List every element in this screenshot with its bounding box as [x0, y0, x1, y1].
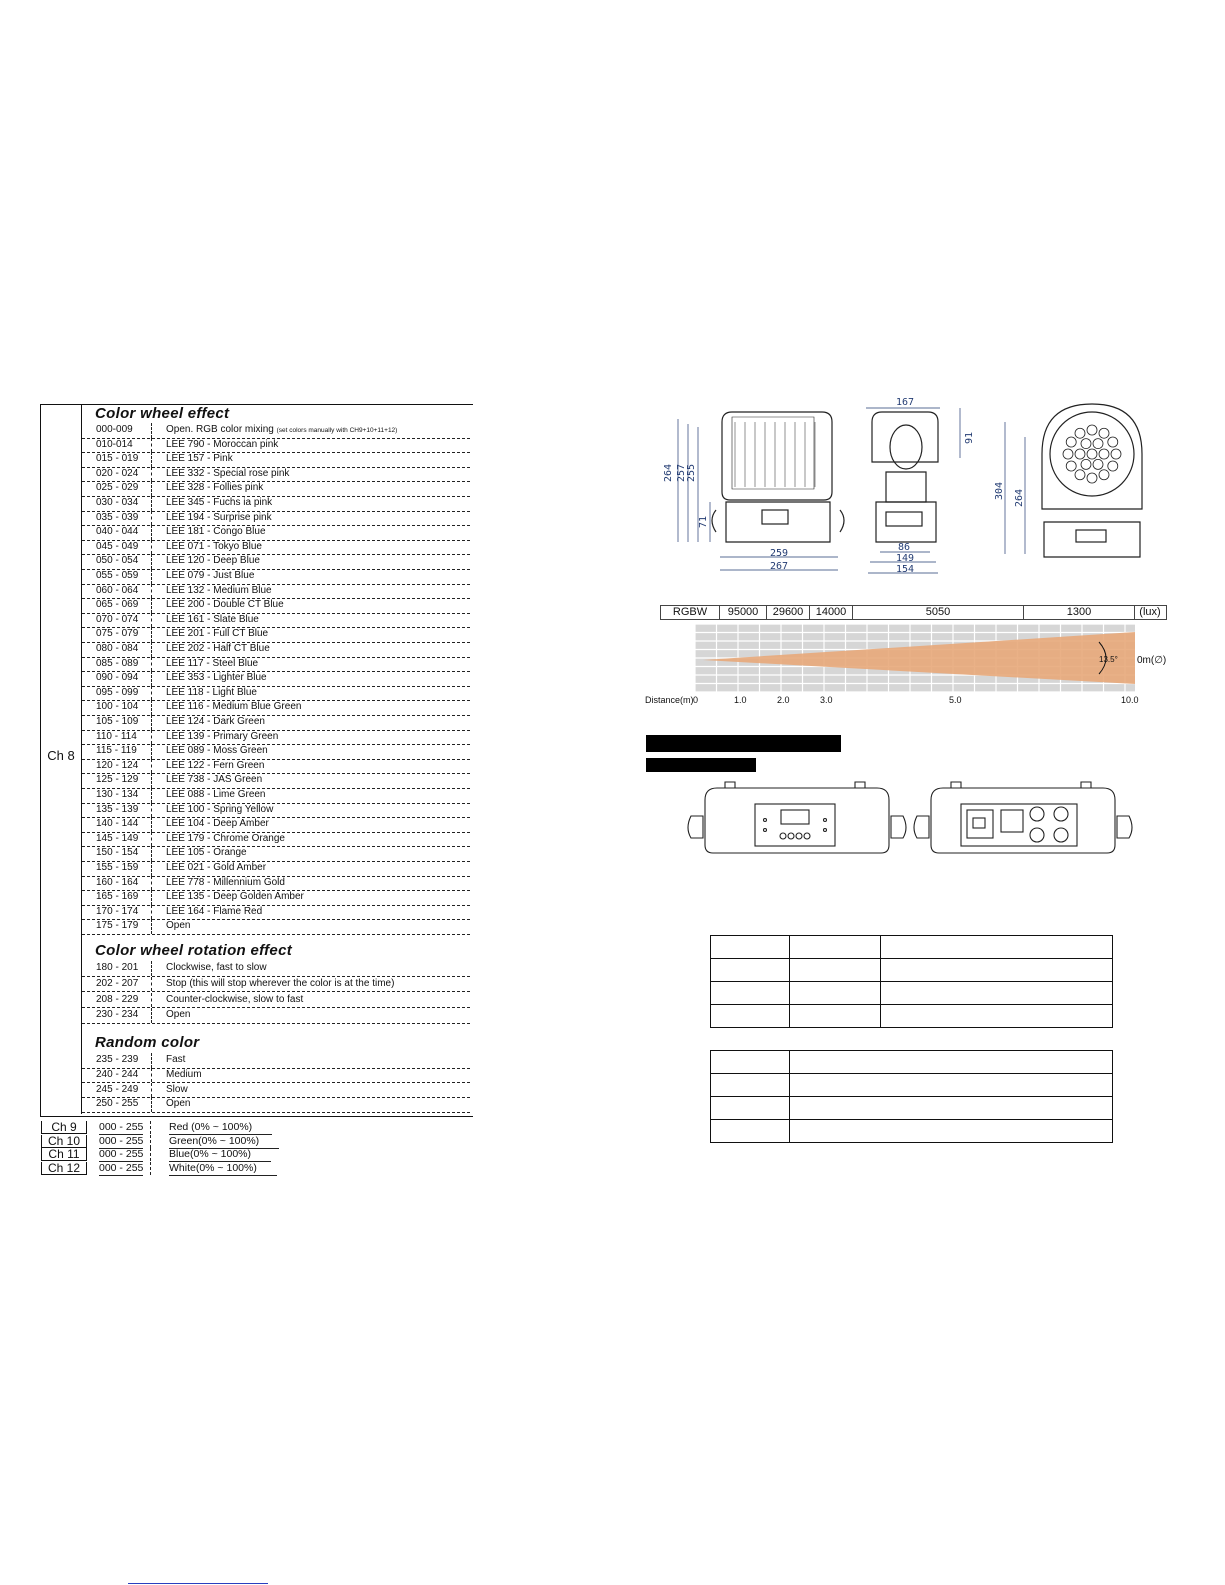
- dim-255: 255: [686, 463, 697, 482]
- dmx-description: [166, 569, 254, 583]
- column-divider: [151, 832, 152, 847]
- dmx-range: 120 - 124: [96, 759, 139, 771]
- dmx-description-text: LEE 118 - Light Blue: [166, 686, 257, 698]
- column-divider: [151, 686, 152, 701]
- table-row: [82, 876, 470, 892]
- dmx-range: 045 - 049: [96, 540, 139, 552]
- dmx-description-text: LEE 104 - Deep Amber: [166, 818, 269, 830]
- column-divider: [151, 423, 152, 438]
- distance-2: 2.0: [777, 695, 790, 705]
- table-row: [82, 817, 470, 833]
- dmx-description-text: LEE 738 - JAS Green: [166, 774, 263, 786]
- dmx-range: 100 - 104: [96, 701, 139, 713]
- dmx-range: 055 - 059: [96, 570, 139, 581]
- column-divider: [151, 700, 152, 715]
- column-divider: [151, 803, 152, 818]
- dmx-range: 155 - 159: [96, 862, 139, 873]
- dmx-description: [166, 993, 303, 1007]
- dmx-description-text: LEE 117 - Steel Blue: [166, 657, 259, 669]
- dmx-range: 085 - 089: [96, 657, 139, 669]
- column-divider: [151, 961, 152, 976]
- dmx-description-text: LEE 124 - Dark Green: [166, 716, 265, 727]
- column-divider: [151, 1083, 152, 1098]
- photometric-header: [660, 605, 1167, 620]
- dmx-description-text: LEE 778 - Millennium Gold: [166, 876, 285, 888]
- table-row: [82, 554, 470, 570]
- table-row: [82, 686, 470, 702]
- dim-259: 259: [770, 548, 789, 559]
- photometric-label: RGBW: [661, 606, 720, 619]
- dmx-range: 090 - 094: [96, 672, 139, 684]
- dmx-description: [166, 642, 270, 656]
- dim-267: 267: [770, 561, 789, 572]
- column-divider: [151, 613, 152, 628]
- dim-264-front: 264: [663, 463, 674, 482]
- dmx-description-text: LEE 353 - Lighter Blue: [166, 672, 267, 684]
- dmx-description-text: LEE 088 - Lime Green: [166, 789, 266, 800]
- dmx-description: [166, 788, 266, 802]
- table-row: [82, 642, 470, 658]
- column-divider: [151, 657, 152, 672]
- dmx-description-text: LEE 116 - Medium Blue Green: [166, 701, 302, 713]
- column-divider: [151, 540, 152, 555]
- channel-name: Ch 9: [41, 1121, 87, 1134]
- dim-71: 71: [698, 515, 709, 528]
- dmx-range: 208 - 229: [96, 993, 139, 1005]
- table-row: [82, 1083, 470, 1099]
- dmx-range: 175 - 179: [96, 920, 139, 932]
- table-row: [82, 1053, 470, 1069]
- distance-1: 1.0: [734, 695, 747, 705]
- dmx-range: 000 - 255: [99, 1121, 144, 1133]
- column-divider: [151, 1097, 152, 1112]
- dmx-description-text: LEE 132 - Medium Blue: [166, 584, 272, 596]
- table-row: [82, 569, 470, 585]
- dim-257: 257: [676, 463, 687, 482]
- dmx-range: 245 - 249: [96, 1083, 139, 1095]
- dmx-range: 000 - 255: [99, 1134, 144, 1147]
- link-underline: [128, 1583, 268, 1584]
- table-row: [82, 657, 470, 673]
- dmx-range: 125 - 129: [96, 774, 139, 786]
- table-row: [82, 584, 470, 600]
- column-divider: [151, 438, 152, 453]
- dmx-description: [166, 1083, 188, 1097]
- dmx-description: [166, 452, 233, 466]
- dmx-description-text: LEE 345 - Fuchs ia pink: [166, 497, 273, 508]
- dmx-description-text: Slow: [166, 1083, 188, 1095]
- dmx-description: [166, 423, 397, 438]
- dmx-range: 065 - 069: [96, 599, 139, 611]
- channel-row: [41, 1162, 471, 1175]
- dmx-note: (set colors manually with CH9+10+11+12): [276, 427, 398, 434]
- table-row: [82, 744, 470, 760]
- dmx-description: [166, 1008, 190, 1022]
- channel-row: [41, 1148, 471, 1161]
- dim-304: 304: [994, 481, 1005, 500]
- table-row: [82, 700, 470, 716]
- random-title: Random color: [95, 1034, 200, 1051]
- table-row: [82, 759, 470, 775]
- dmx-range: 030 - 034: [96, 497, 139, 508]
- table-row: [82, 438, 470, 454]
- channel-name: Ch 12: [41, 1162, 87, 1175]
- dmx-range: 080 - 084: [96, 643, 139, 654]
- table-row: [82, 905, 470, 921]
- blank-table-1: [710, 935, 1113, 1028]
- column-divider: [151, 715, 152, 730]
- column-divider: [151, 511, 152, 526]
- dmx-description: [166, 700, 301, 714]
- dmx-range: 135 - 139: [96, 803, 139, 815]
- dmx-range: 240 - 244: [96, 1068, 139, 1080]
- table-row: [82, 481, 470, 497]
- column-divider: [151, 671, 152, 686]
- dmx-description-text: LEE 181 - Congo Blue: [166, 526, 266, 538]
- dmx-description: [166, 540, 262, 554]
- table-row: [82, 496, 470, 512]
- blank-table-2: [710, 1050, 1113, 1143]
- color-wheel-title: Color wheel effect: [95, 405, 230, 422]
- dmx-range: 165 - 169: [96, 891, 139, 903]
- dmx-range: 000-009: [96, 424, 133, 435]
- dmx-description-text: LEE 201 - Full CT Blue: [166, 628, 269, 640]
- channel-name: Ch 10: [41, 1135, 87, 1148]
- dmx-description-text: LEE 135 - Deep Golden Amber: [166, 891, 304, 903]
- dmx-description: [166, 876, 285, 890]
- column-divider: [151, 554, 152, 569]
- dmx-range: 095 - 099: [96, 686, 139, 698]
- dmx-range: 060 - 064: [96, 584, 139, 596]
- panel-drawings: [685, 780, 1135, 862]
- dmx-description-text: LEE 120 - Deep Blue: [166, 555, 260, 567]
- column-divider: [151, 744, 152, 759]
- table-row: [82, 846, 470, 862]
- dmx-description: White(0% ~ 100%): [169, 1162, 277, 1176]
- table-row: [82, 993, 470, 1009]
- dmx-description: [166, 846, 247, 860]
- lux-5050: 5050: [853, 606, 1024, 619]
- column-divider: [151, 861, 152, 876]
- table-row: [82, 890, 470, 906]
- distance-10: 10.0: [1121, 695, 1139, 705]
- column-divider: [150, 1135, 151, 1148]
- dmx-description: [166, 773, 262, 787]
- dmx-description: [166, 1053, 185, 1067]
- dmx-description-text: LEE 790 - Moroccan pink: [166, 438, 279, 450]
- column-divider: [151, 905, 152, 920]
- dmx-description: [166, 627, 268, 641]
- column-divider: [151, 584, 152, 599]
- dmx-description: [166, 730, 278, 744]
- dmx-description-text: Open: [166, 1098, 191, 1110]
- table-row: [82, 861, 470, 877]
- channel-label: Ch 8: [47, 748, 75, 763]
- column-divider: [151, 569, 152, 584]
- column-divider: [151, 890, 152, 905]
- dmx-range: 150 - 154: [96, 847, 139, 859]
- table-row: [82, 598, 470, 614]
- column-divider: [151, 788, 152, 803]
- distance-5: 5.0: [949, 695, 962, 705]
- table-row: [82, 773, 470, 789]
- dmx-description-text: Clockwise, fast to slow: [166, 962, 267, 973]
- column-divider: [151, 496, 152, 511]
- dmx-description-text: Open. RGB color mixing: [166, 424, 274, 435]
- dmx-description: Green(0% ~ 100%): [169, 1135, 279, 1149]
- column-divider: [150, 1162, 151, 1175]
- dmx-description: [166, 598, 284, 612]
- lux-95000: 95000: [720, 606, 767, 619]
- dmx-description: Blue(0% ~ 100%): [169, 1148, 271, 1162]
- dmx-range: 145 - 149: [96, 832, 139, 844]
- dmx-description: [166, 438, 278, 452]
- dmx-description: [166, 657, 258, 671]
- dmx-description: [166, 1068, 202, 1082]
- dmx-description: [166, 467, 289, 481]
- table-row: [82, 671, 470, 687]
- column-divider: [151, 452, 152, 467]
- table-row: [82, 540, 470, 556]
- dmx-range: 075 - 079: [96, 628, 139, 640]
- table-row: [82, 1008, 470, 1024]
- dmx-description-text: LEE 328 - Follies pink: [166, 482, 264, 494]
- distance-0: 0: [693, 695, 699, 705]
- dmx-description-text: LEE 164 - Flame Red: [166, 905, 263, 917]
- column-divider: [151, 730, 152, 745]
- dmx-description-text: LEE 071 - Tokyo Blue: [166, 540, 262, 552]
- table-row: [82, 613, 470, 629]
- dmx-description: [166, 861, 266, 875]
- dmx-description-text: Medium: [166, 1068, 202, 1080]
- beam-diagram: [695, 624, 1175, 694]
- column-divider: [151, 525, 152, 540]
- dmx-description-text: LEE 122 - Fern Green: [166, 759, 265, 771]
- lux-unit: (lux): [1139, 606, 1161, 618]
- dmx-range: 160 - 164: [96, 876, 139, 888]
- column-divider: [151, 627, 152, 642]
- dmx-range: 110 - 114: [96, 730, 137, 742]
- column-divider: [151, 773, 152, 788]
- column-divider: [151, 467, 152, 482]
- column-divider: [150, 1121, 151, 1134]
- dmx-description-text: LEE 100 - Spring Yellow: [166, 803, 274, 815]
- column-divider: [151, 876, 152, 891]
- dmx-description: [166, 817, 269, 831]
- column-divider: [151, 846, 152, 861]
- dmx-description-text: Fast: [166, 1054, 186, 1065]
- dmx-range: 050 - 054: [96, 555, 139, 567]
- column-divider: [151, 1053, 152, 1068]
- column-divider: [151, 642, 152, 657]
- channel-row: [41, 1135, 471, 1148]
- dim-149: 149: [896, 553, 915, 564]
- dmx-description-text: LEE 202 - Half CT Blue: [166, 643, 270, 654]
- dmx-description-text: Open: [166, 920, 191, 932]
- dmx-range: 015 - 019: [96, 453, 139, 465]
- dmx-description-text: LEE 194 - Surprise pink: [166, 511, 272, 523]
- lux-14000: 14000: [810, 606, 853, 619]
- dmx-description-text: LEE 332 - Special rose pink: [166, 467, 290, 479]
- table-row: [82, 730, 470, 746]
- dmx-description: [166, 905, 262, 919]
- dmx-description: [166, 715, 265, 729]
- table-row: [82, 788, 470, 804]
- table-row: [82, 803, 470, 819]
- dmx-description: Red (0% ~ 100%): [169, 1121, 272, 1135]
- dmx-range: 250 - 255: [96, 1098, 139, 1110]
- table-row: [82, 961, 470, 977]
- column-divider: [151, 977, 152, 992]
- distance-3: 3.0: [820, 695, 833, 705]
- dmx-range: 010-014: [96, 438, 133, 450]
- dmx-description-text: LEE 021 - Gold Amber: [166, 862, 267, 873]
- beam-angle: 13.5°: [1099, 655, 1118, 664]
- column-divider: [151, 481, 152, 496]
- channel-name: Ch 11: [41, 1148, 87, 1161]
- table-row: [82, 452, 470, 468]
- table-row: [82, 715, 470, 731]
- dmx-range: 040 - 044: [96, 526, 139, 538]
- dmx-description: [166, 803, 273, 817]
- dmx-description: [166, 1097, 190, 1111]
- table-row: [82, 977, 470, 993]
- dmx-description: [166, 977, 394, 991]
- dmx-range: 035 - 039: [96, 511, 139, 523]
- table-row: [82, 1068, 470, 1084]
- dmx-description-text: LEE 161 - Slate Blue: [166, 613, 259, 625]
- dmx-description-text: LEE 089 - Moss Green: [166, 745, 268, 757]
- table-row: [82, 525, 470, 541]
- dmx-range: 025 - 029: [96, 482, 139, 494]
- dmx-description: [166, 525, 266, 539]
- dmx-description: [166, 961, 267, 975]
- column-divider: [151, 759, 152, 774]
- dim-91: 91: [964, 431, 975, 444]
- column-divider: [150, 1148, 151, 1161]
- dmx-description-text: LEE 157 - Pink: [166, 453, 233, 465]
- dmx-description-text: LEE 200 - Double CT Blue: [166, 599, 284, 611]
- column-divider: [151, 993, 152, 1008]
- dim-264-head: 264: [1014, 488, 1025, 507]
- dmx-description-text: Counter-clockwise, slow to fast: [166, 993, 304, 1005]
- redacted-subheading: [646, 758, 756, 772]
- dmx-range: 180 - 201: [96, 962, 139, 973]
- dmx-description: [166, 511, 272, 525]
- dmx-description-text: LEE 179 - Chrome Orange: [166, 832, 285, 844]
- dmx-range: 020 - 024: [96, 467, 139, 479]
- table-row: [82, 467, 470, 483]
- dmx-range: 130 - 134: [96, 789, 139, 800]
- dmx-range: 000 - 255: [99, 1148, 144, 1161]
- dmx-description: [166, 481, 263, 495]
- dim-86: 86: [898, 542, 911, 553]
- dmx-description: [166, 613, 259, 627]
- table-row: [82, 919, 470, 935]
- diameter-label: 0m(∅): [1137, 655, 1167, 666]
- dmx-range: 070 - 074: [96, 613, 139, 625]
- dmx-description: [166, 496, 272, 510]
- dmx-description: [166, 584, 272, 598]
- column-divider: [151, 1008, 152, 1023]
- dim-167: 167: [896, 397, 915, 408]
- dmx-range: 105 - 109: [96, 716, 139, 727]
- dmx-range: 140 - 144: [96, 818, 139, 830]
- dimension-drawing: [640, 392, 1200, 582]
- dmx-description-text: LEE 105 - Orange: [166, 847, 247, 859]
- dmx-range: 115 - 119: [96, 745, 137, 757]
- dmx-description-text: Stop (this will stop wherever the color is at the time): [166, 977, 395, 989]
- table-row: [82, 832, 470, 848]
- dmx-description: [166, 759, 264, 773]
- column-divider: [151, 919, 152, 934]
- dmx-range: 000 - 255: [99, 1161, 144, 1174]
- dmx-description: [166, 686, 257, 700]
- distance-label: Distance(m): [645, 695, 694, 705]
- dmx-range: 230 - 234: [96, 1009, 139, 1021]
- lux-1300: 1300: [1024, 606, 1135, 619]
- dmx-description-text: Open: [166, 1009, 191, 1021]
- table-row: [82, 1097, 470, 1113]
- column-divider: [151, 817, 152, 832]
- dmx-range: 235 - 239: [96, 1054, 139, 1065]
- dmx-description-text: LEE 139 - Primary Green: [166, 730, 279, 742]
- dmx-description: [166, 671, 267, 685]
- dmx-description: [166, 890, 304, 904]
- dmx-range: 170 - 174: [96, 905, 139, 917]
- channel-row: [41, 1121, 471, 1134]
- column-divider: [151, 598, 152, 613]
- table-row: [82, 627, 470, 643]
- rotation-title: Color wheel rotation effect: [95, 942, 293, 959]
- column-divider: [151, 1068, 152, 1083]
- dmx-description-text: LEE 079 - Just Blue: [166, 570, 255, 581]
- dmx-range: 202 - 207: [96, 977, 139, 989]
- dmx-description: [166, 554, 260, 568]
- redacted-heading: [646, 735, 841, 752]
- lux-29600: 29600: [767, 606, 810, 619]
- dmx-description: [166, 832, 285, 846]
- table-row: [82, 511, 470, 527]
- table-row: [82, 423, 470, 439]
- dim-154: 154: [896, 564, 915, 575]
- dmx-description: [166, 919, 190, 933]
- dmx-description: [166, 744, 268, 758]
